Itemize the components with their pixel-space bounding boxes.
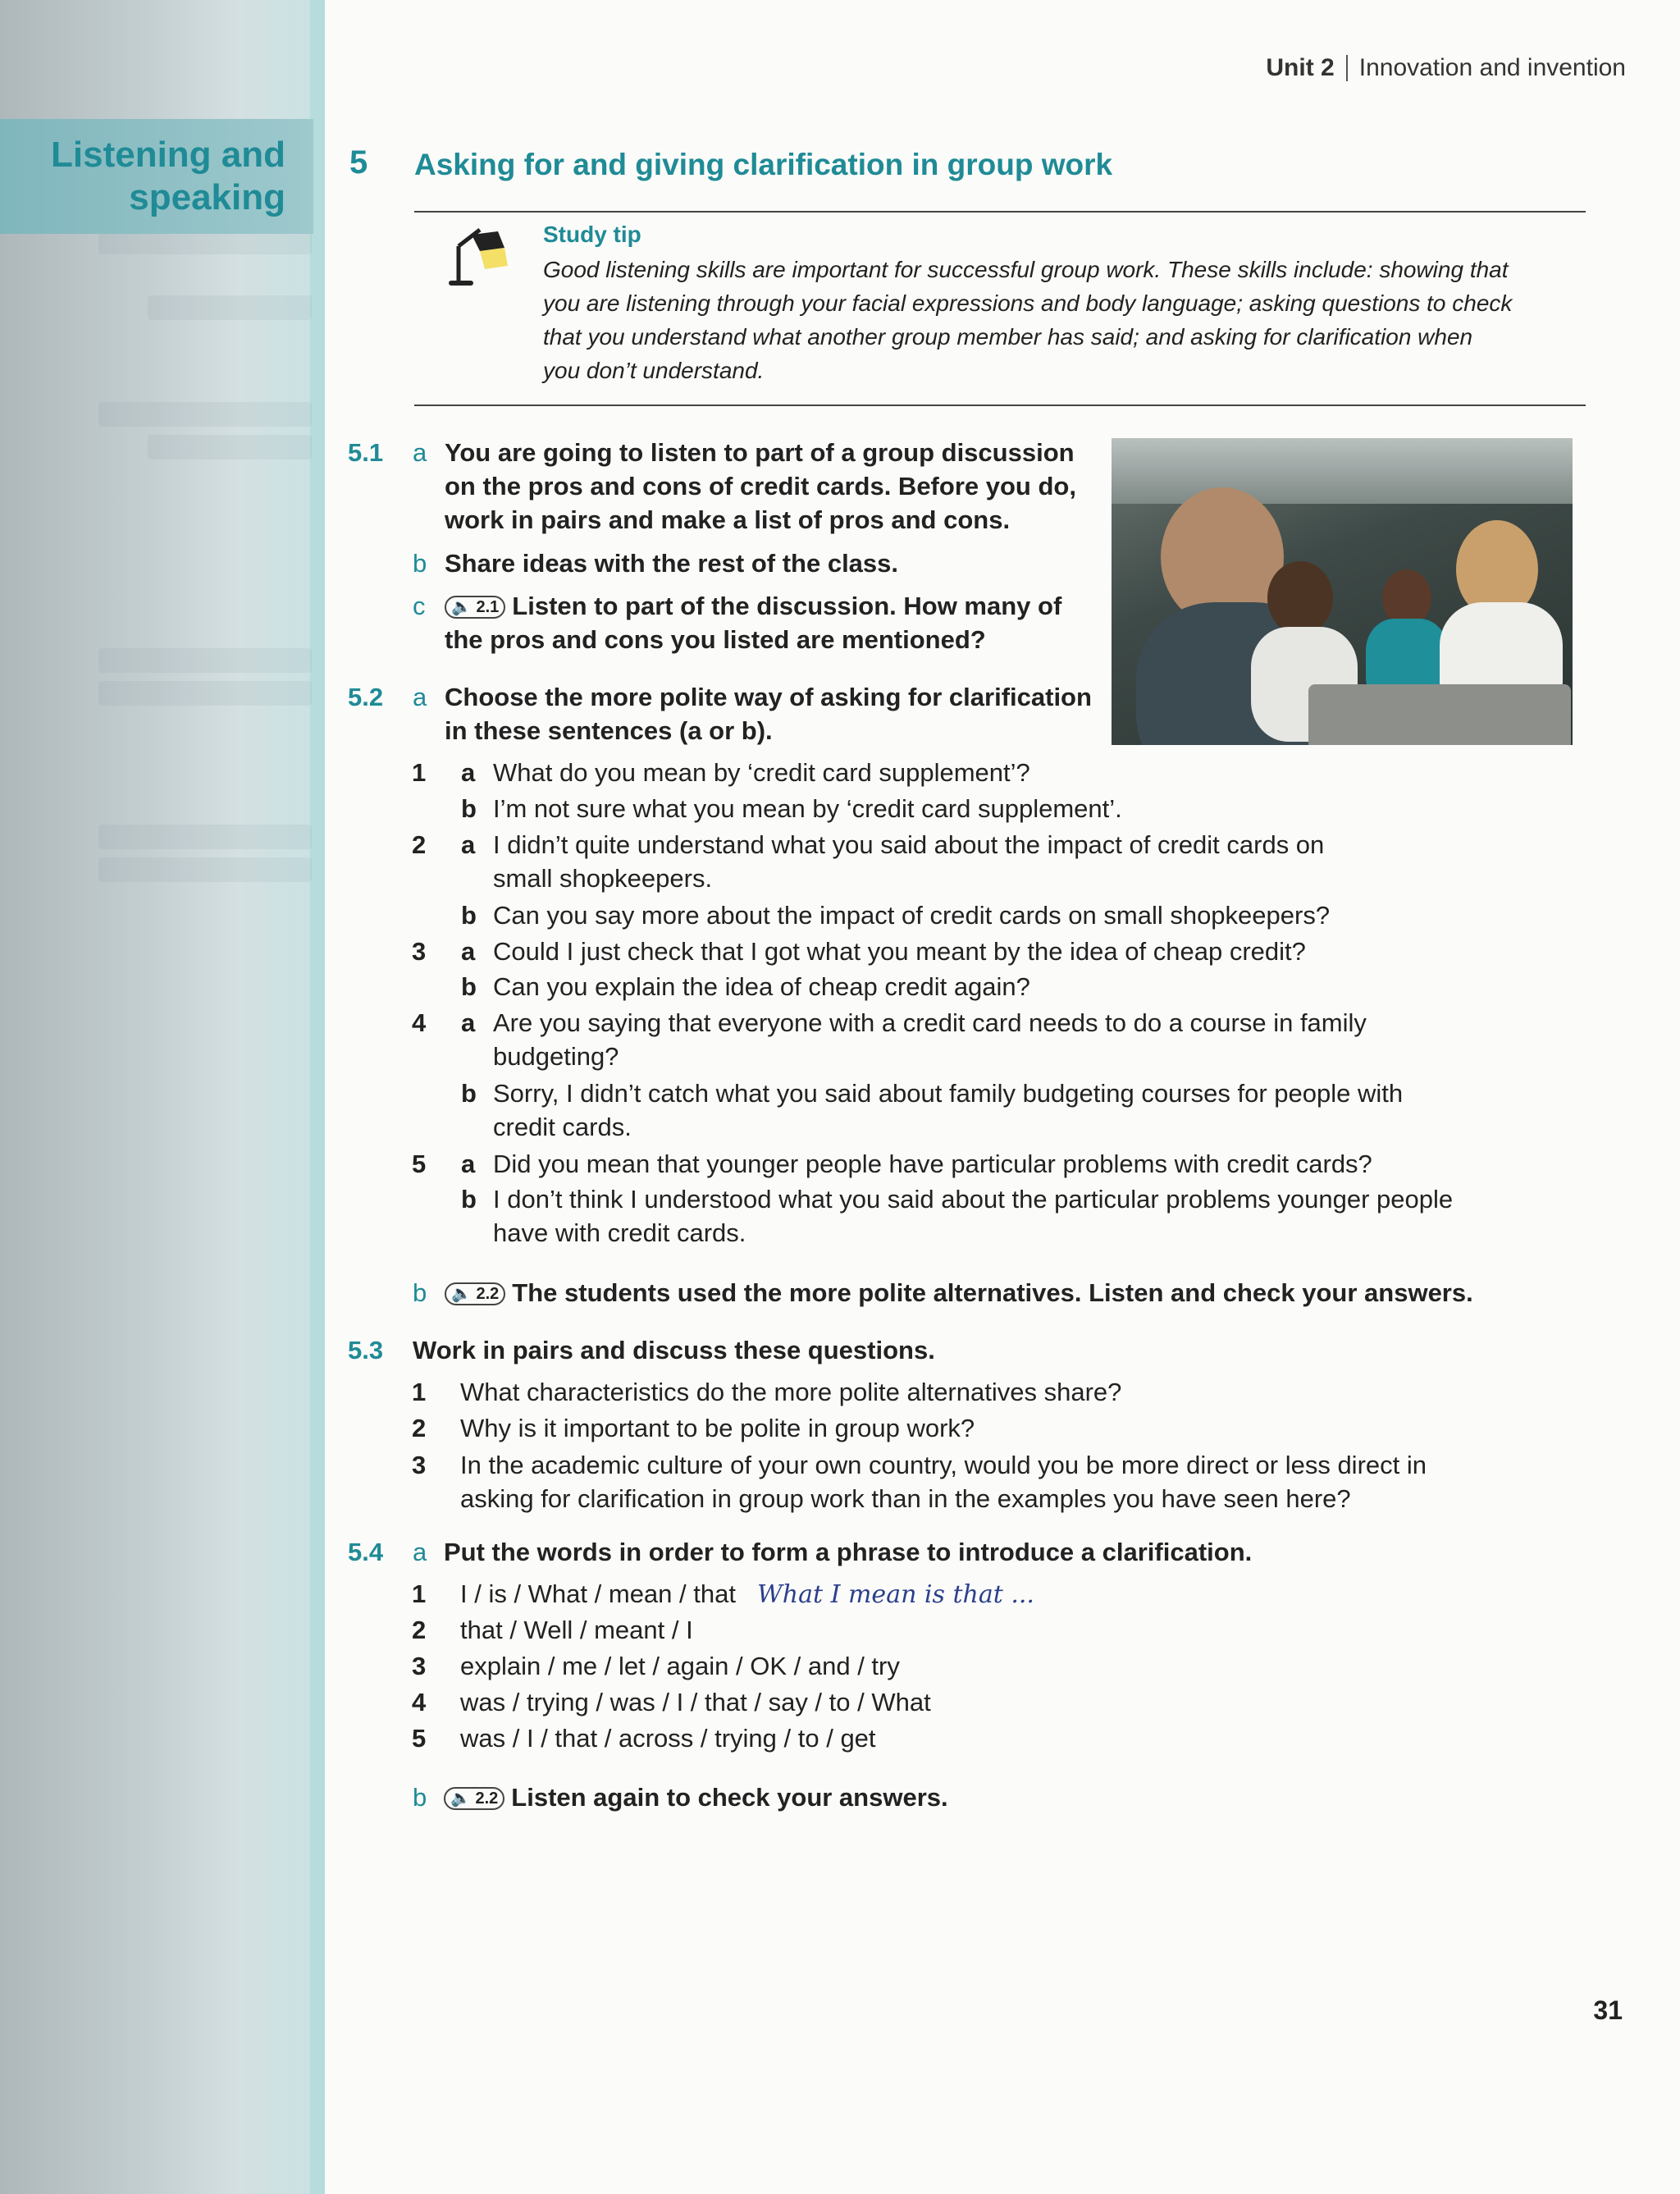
instruction-line: Work in pairs and discuss these questions. [413, 1336, 935, 1364]
option-text: Could I just check that I got what you meant by the idea of cheap credit? [493, 937, 1306, 966]
question-text: asking for clarification in group work than in the examples you have seen here? [460, 1484, 1351, 1513]
item-number: 4 [412, 1688, 427, 1716]
option-text: Are you saying that everyone with a credit card needs to do a course in family [493, 1008, 1367, 1037]
item-number: 5 [412, 1150, 427, 1178]
option-text: Sorry, I didn’t catch what you said about family budgeting courses for people with [493, 1079, 1404, 1108]
word-sequence: that / Well / meant / I [460, 1616, 693, 1644]
option-text: budgeting? [493, 1042, 619, 1071]
option-letter: b [461, 794, 477, 823]
option-text: What do you mean by ‘credit card supplement’? [493, 758, 1030, 787]
bleed-through-text [98, 825, 312, 849]
instruction-line: Share ideas with the rest of the class. [445, 549, 899, 578]
section-label [34, 134, 313, 219]
left-margin [0, 0, 320, 2194]
word-sequence: explain / me / let / again / OK / and / try [460, 1652, 900, 1680]
word-sequence: was / I / that / across / trying / to / get [460, 1724, 876, 1753]
bleed-through-text [98, 681, 312, 706]
audio-track-badge[interactable]: 🔈 2.1 [445, 596, 505, 619]
bleed-through-text [98, 402, 312, 427]
option-letter: a [461, 830, 476, 859]
question-text: In the academic culture of your own country, would you be more direct or less direct in [460, 1451, 1427, 1479]
question-text: What characteristics do the more polite alternatives share? [460, 1378, 1122, 1406]
item-number: 2 [412, 830, 427, 859]
section-label-line-2: speaking [129, 177, 285, 217]
page-number: 31 [1593, 1995, 1623, 2025]
sub-letter: c [413, 592, 426, 620]
audio-track-badge[interactable]: 🔈 2.2 [445, 1282, 505, 1305]
instruction-text: Listen to part of the discussion. How many of [512, 592, 1062, 620]
audio-track-badge[interactable]: 🔈 2.2 [444, 1787, 504, 1810]
exercise-number: 5.1 [348, 438, 384, 467]
exercise-number: 5.3 [348, 1336, 384, 1364]
sub-letter: a [413, 1538, 427, 1566]
audio-track-number: 2.2 [475, 1789, 499, 1808]
section-number: 5 [349, 144, 368, 181]
option-letter: b [461, 972, 477, 1001]
option-letter: b [461, 901, 477, 930]
study-tip-line: that you understand what another group member has said; and asking for clarification when [543, 324, 1473, 350]
item-number: 1 [412, 1579, 427, 1608]
option-text: I don’t think I understood what you said about the particular problems younger people [493, 1185, 1454, 1214]
word-sequence-text: I / is / What / mean / that [460, 1579, 736, 1608]
unit-label: Unit 2 [1266, 54, 1335, 81]
question-text: Why is it important to be polite in group work? [460, 1414, 975, 1442]
option-text: Can you explain the idea of cheap credit again? [493, 972, 1030, 1001]
instruction-line [445, 589, 1061, 623]
desk-lamp-icon [447, 220, 509, 287]
audio-track-number: 2.1 [476, 598, 500, 616]
classroom-photo [1112, 438, 1573, 745]
study-tip-heading: Study tip [543, 222, 641, 247]
divider-bottom [414, 405, 1586, 406]
sub-letter: a [413, 438, 427, 467]
option-text: I didn’t quite understand what you said about the impact of credit cards on [493, 830, 1325, 859]
instruction-line: Choose the more polite way of asking for clarification [445, 683, 1092, 711]
instruction-line: Put the words in order to form a phrase to introduce a clarification. [444, 1538, 1253, 1566]
item-number: 2 [412, 1414, 427, 1442]
study-tip-line: you are listening through your facial expressions and body language; asking questions to check [543, 290, 1513, 316]
option-letter: a [461, 937, 476, 966]
instruction-line: the pros and cons you listed are mentioned? [445, 625, 986, 654]
exercise-number: 5.4 [348, 1538, 384, 1566]
word-sequence: was / trying / was / I / that / say / to / What [460, 1688, 931, 1716]
bleed-through-text [148, 295, 312, 320]
item-number: 4 [412, 1008, 427, 1037]
instruction-line [445, 1276, 1473, 1310]
bleed-through-text [98, 857, 312, 882]
photo-ceiling [1112, 438, 1573, 504]
item-number: 3 [412, 1652, 427, 1680]
item-number: 3 [412, 1451, 427, 1479]
option-text: credit cards. [493, 1113, 632, 1141]
instruction-text: Listen again to check your answers. [511, 1783, 948, 1812]
study-tip-line: Good listening skills are important for successful group work. These skills include: showing that [543, 257, 1509, 282]
item-number: 5 [412, 1724, 427, 1753]
bleed-through-text [98, 648, 312, 673]
item-number: 1 [412, 1378, 427, 1406]
option-text: have with credit cards. [493, 1218, 746, 1247]
option-letter: a [461, 1008, 476, 1037]
study-tip-text [543, 253, 1585, 387]
sub-letter: a [413, 683, 427, 711]
option-text: Can you say more about the impact of credit cards on small shopkeepers? [493, 901, 1331, 930]
running-head-divider [1346, 55, 1348, 81]
instruction-line: in these sentences (a or b). [445, 716, 773, 745]
handwritten-answer: What I mean is that ... [756, 1580, 1034, 1609]
running-head [1266, 54, 1626, 82]
photo-person [1267, 561, 1333, 635]
photo-desk [1308, 684, 1571, 745]
option-text: small shopkeepers. [493, 864, 713, 893]
option-text: I’m not sure what you mean by ‘credit card supplement’. [493, 794, 1122, 823]
instruction-line [444, 1780, 948, 1814]
section-tab [0, 119, 313, 234]
item-number: 3 [412, 937, 427, 966]
unit-title: Innovation and invention [1358, 54, 1626, 81]
option-letter: b [461, 1079, 477, 1108]
word-sequence [460, 1577, 1034, 1611]
divider-top [414, 211, 1586, 213]
instruction-line: on the pros and cons of credit cards. Before you do, [445, 472, 1076, 501]
sub-letter: b [413, 549, 427, 578]
exercise-number: 5.2 [348, 683, 384, 711]
audio-track-number: 2.2 [476, 1285, 500, 1303]
section-title: Asking for and giving clarification in group work [414, 148, 1113, 181]
option-text: Did you mean that younger people have particular problems with credit cards? [493, 1150, 1372, 1178]
item-number: 2 [412, 1616, 427, 1644]
sub-letter: b [413, 1783, 427, 1812]
margin-strip [310, 0, 325, 2194]
item-number: 1 [412, 758, 427, 787]
instruction-line: work in pairs and make a list of pros and cons. [445, 505, 1011, 534]
option-letter: a [461, 758, 476, 787]
sub-letter: b [413, 1278, 427, 1307]
option-letter: b [461, 1185, 477, 1214]
section-label-line-1: Listening and [51, 135, 285, 175]
study-tip-line: you don’t understand. [543, 358, 765, 383]
instruction-text: The students used the more polite alternatives. Listen and check your answers. [512, 1278, 1473, 1307]
bleed-through-text [148, 435, 312, 459]
instruction-line: You are going to listen to part of a group discussion [445, 438, 1075, 467]
option-letter: a [461, 1150, 476, 1178]
